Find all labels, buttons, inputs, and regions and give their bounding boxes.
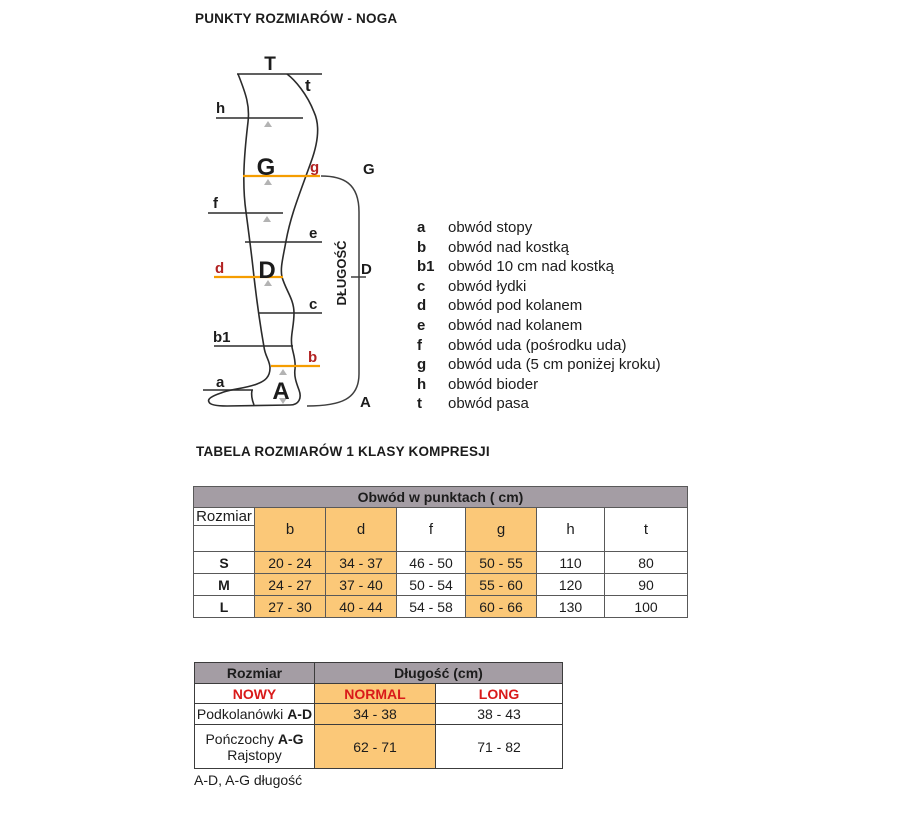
cell-M-d: 37 - 40 [326,574,397,596]
col-header-b: b [255,508,326,552]
bracket-label-D: D [361,261,372,278]
legend-text: obwód uda (pośrodku uda) [448,336,627,354]
legend-letter: b1 [417,258,435,276]
leg-measure-diagram [195,50,445,418]
cell-normal: 34 - 38 [315,704,436,725]
legend-letter: a [417,219,426,236]
zone-label-A: A [272,378,290,405]
legend-text: obwód uda (5 cm poniżej kroku) [448,356,661,374]
cell-S-b: 20 - 24 [255,552,326,574]
leg-outline [209,74,318,406]
col-header-h: h [537,508,605,552]
cell-normal: 62 - 71 [315,725,436,769]
size-table [193,486,688,618]
legend-text: obwód 10 cm nad kostką [448,258,614,276]
size-label: L [194,596,255,618]
legend-text: obwód pod kolanem [448,297,583,315]
product-name [195,725,315,769]
length-table [194,662,563,769]
legend-text: obwód bioder [448,375,539,393]
legend-text: obwód stopy [448,219,533,236]
point-label-t: t [305,76,311,95]
point-label-d-red: d [215,260,225,277]
col-header-f: f [397,508,466,552]
cell-L-f: 54 - 58 [397,596,466,618]
zone-label-G: G [256,154,276,181]
point-label-f: f [213,195,218,212]
variant-nowy: NOWY [195,684,315,704]
cell-L-d: 40 - 44 [326,596,397,618]
length-bracket [307,176,359,406]
col-header-t: t [605,508,688,552]
cell-L-b: 27 - 30 [255,596,326,618]
table-row-podkolanowki [195,704,563,725]
footnote: A-D, A-G długość [194,772,303,788]
marker-triangle-icon [264,121,272,127]
point-label-b1: b1 [213,329,231,346]
bracket-label-G: G [363,161,375,178]
cell-M-t: 90 [605,574,688,596]
product-code: A-D [287,706,313,722]
point-label-g-red: g [310,159,320,176]
legend-text: obwód łydki [448,277,527,295]
cell-M-h: 120 [537,574,605,596]
empty-cell [194,526,255,552]
legend-letter: f [417,336,422,354]
zone-label-T: T [264,54,276,75]
point-label-h: h [216,100,226,117]
length-table-length-header: Długość (cm) [315,663,563,684]
cell-L-h: 130 [537,596,605,618]
table-row-L [194,596,688,618]
legend-letter: b [417,238,427,256]
point-label-e: e [309,225,318,242]
table-row-ponczochy-rajstopy [195,725,563,769]
product-name [195,704,315,725]
cell-M-f: 50 - 54 [397,574,466,596]
product-text: Pończochy [205,730,274,747]
table-row-S [194,552,688,574]
variant-long: LONG [436,684,563,704]
cell-S-d: 34 - 37 [326,552,397,574]
cell-L-g: 60 - 66 [466,596,537,618]
product-text: Podkolanówki [196,706,284,722]
legend-letter: h [417,375,427,393]
cell-S-g: 50 - 55 [466,552,537,574]
size-table-header: Obwód w punktach ( cm) [194,487,688,508]
cell-S-h: 110 [537,552,605,574]
product-code: A-G [277,730,304,747]
legend-letter: d [417,297,427,315]
size-label: S [194,552,255,574]
legend-letter: e [417,316,426,334]
length-caption: DŁUGOŚĆ [334,240,349,306]
legend-text: obwód nad kostką [448,238,569,256]
cell-long: 38 - 43 [436,704,563,725]
product-text-2: Rajstopy [227,746,282,763]
toe-cap-line [252,390,254,405]
point-label-a: a [216,374,225,391]
marker-triangle-icon [263,216,271,222]
cell-long: 71 - 82 [436,725,563,769]
legend-letter: c [417,277,426,295]
size-table-row-header: Rozmiar [194,508,255,526]
table-row-M [194,574,688,596]
size-label: M [194,574,255,596]
legend-text: obwód pasa [448,395,529,413]
point-label-c: c [309,296,318,313]
variant-normal: NORMAL [315,684,436,704]
legend-text: obwód nad kolanem [448,316,583,334]
col-header-g: g [466,508,537,552]
legend-letter: g [417,356,427,374]
cell-L-t: 100 [605,596,688,618]
point-label-b-red: b [308,349,318,366]
cell-M-g: 55 - 60 [466,574,537,596]
cell-S-t: 80 [605,552,688,574]
zone-label-D: D [258,257,276,284]
legend-letter: t [417,395,422,413]
size-table-title: TABELA ROZMIARÓW 1 KLASY KOMPRESJI [196,444,490,459]
measure-points-legend [417,218,661,414]
cell-S-f: 46 - 50 [397,552,466,574]
cell-M-b: 24 - 27 [255,574,326,596]
length-table-size-header: Rozmiar [195,663,315,684]
page-title: PUNKTY ROZMIARÓW - NOGA [195,11,398,26]
marker-triangle-icon [279,369,287,375]
bracket-label-A: A [360,394,371,411]
col-header-d: d [326,508,397,552]
